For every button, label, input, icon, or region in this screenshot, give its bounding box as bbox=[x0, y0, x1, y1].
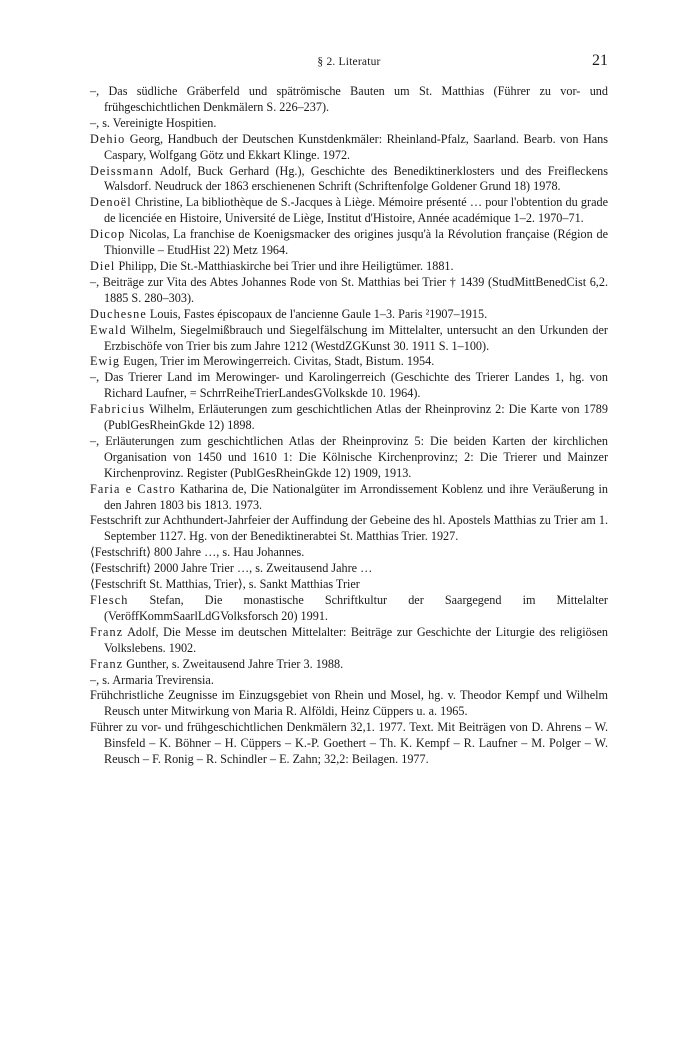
entry-text: Philipp, Die St.-Matthiaskirche bei Trier und ihre Heiligtümer. 1881. bbox=[115, 258, 454, 273]
entry-text: Adolf, Die Messe im deutschen Mittelalter: Beiträge zur Geschichte der Liturgie des religiösen Volkslebens. 1902. bbox=[104, 624, 608, 655]
bibliography-entry bbox=[90, 482, 608, 514]
bibliography-entry bbox=[90, 116, 608, 132]
bibliography-entry bbox=[90, 593, 608, 625]
entry-text: ⟨Festschrift⟩ 2000 Jahre Trier …, s. Zweitausend Jahre … bbox=[90, 561, 373, 576]
author-name: Diel bbox=[90, 258, 116, 273]
entry-text: –, Das südliche Gräberfeld und spätrömische Bauten um St. Matthias (Führer zu vor- und frühgeschichtlichen Denkmälern S. 226–237). bbox=[90, 84, 608, 114]
bibliography-entry bbox=[90, 513, 608, 545]
author-name: Fabricius bbox=[90, 402, 146, 417]
entry-text: Wilhelm, Siegelmißbrauch und Siegelfälschung im Mittelalter, untersucht an den Urkunden der Erzbischöfe von Trier bis zum Jahre 1212 (WestdZGKunst 30. 1911 S. 1–100). bbox=[104, 322, 608, 353]
entry-text: Louis, Fastes épiscopaux de l'ancienne Gaule 1–3. Paris ²1907–1915. bbox=[146, 306, 488, 321]
entry-text: Festschrift zur Achthundert-Jahrfeier der Auffindung der Gebeine des hl. Apostels Matthias zu Trier am 1. September 1127. Hg. von der Benediktinerabtei St. Matthias Trier. 1927. bbox=[90, 513, 608, 544]
author-name: Denoël bbox=[90, 195, 132, 210]
author-name: Flesch bbox=[90, 593, 129, 607]
bibliography-entry bbox=[90, 434, 608, 482]
section-title: § 2. Literatur bbox=[317, 56, 381, 68]
bibliography-entry bbox=[90, 577, 608, 593]
bibliography-entry bbox=[90, 164, 608, 196]
bibliography-entry bbox=[90, 132, 608, 164]
bibliography-entry bbox=[90, 688, 608, 720]
author-name: Deissmann bbox=[90, 163, 155, 178]
entry-text: –, s. Vereinigte Hospitien. bbox=[90, 115, 217, 130]
bibliography-entry bbox=[90, 673, 608, 689]
bibliography-entry bbox=[90, 561, 608, 577]
bibliography-entry bbox=[90, 307, 608, 323]
bibliography-entry bbox=[90, 370, 608, 402]
author-name: Dicop bbox=[90, 227, 126, 242]
author-name: Dehio bbox=[90, 131, 126, 146]
author-name: Franz bbox=[90, 656, 124, 671]
entry-text: Georg, Handbuch der Deutschen Kunstdenkmäler: Rheinland-Pfalz, Saarland. Bearb. von Hans Caspary, Wolfgang Götz und Ekkart Klinge. 1972. bbox=[104, 131, 608, 162]
entry-text: Adolf, Buck Gerhard (Hg.), Geschichte des Benediktinerklosters und des Freifleckens Walsdorf. Neudruck der 1863 erschienenen Schrift (Schriftenfolge Goldener Grund 18) 1978. bbox=[104, 163, 608, 194]
author-name: Duchesne bbox=[90, 306, 147, 321]
entry-text: Katharina de, Die Nationalgüter im Arrondissement Koblenz und ihre Veräußerung in den Jahren 1803 bis 1813. 1973. bbox=[104, 481, 609, 512]
bibliography-entry bbox=[90, 625, 608, 657]
bibliography-entry bbox=[90, 402, 608, 434]
author-name: Ewig bbox=[90, 354, 121, 369]
entry-text: Frühchristliche Zeugnisse im Einzugsgebiet von Rhein und Mosel, hg. v. Theodor Kempf und Wilhelm Reusch unter Mitwirkung von Maria R. Alföldi, Heinz Cüppers u. a. 1965. bbox=[90, 688, 608, 719]
entry-text: Stefan, Die monastische Schriftkultur der Saargegend im Mittelalter (VeröffKommSaarlLdGVolksforsch 20) 1991. bbox=[104, 593, 608, 623]
entry-text: Nicolas, La franchise de Koenigsmacker des origines jusqu'à la Révolution française (Région de Thionville – EtudHist 22) Metz 1964. bbox=[104, 227, 608, 258]
bibliography-entry bbox=[90, 354, 608, 370]
entry-text: –, s. Armaria Trevirensia. bbox=[90, 672, 214, 687]
author-name: Faria e Castro bbox=[90, 481, 176, 496]
bibliography-list bbox=[90, 84, 608, 768]
bibliography-entry bbox=[90, 657, 608, 673]
entry-text: –, Das Trierer Land im Merowinger- und Karolingerreich (Geschichte des Trierer Landes 1, hg. von Richard Laufner, = SchrrReiheTrierLandesGVolkskde 10. 1964). bbox=[90, 370, 608, 401]
entry-text: Eugen, Trier im Merowingerreich. Civitas, Stadt, Bistum. 1954. bbox=[120, 354, 435, 369]
entry-text: Gunther, s. Zweitausend Jahre Trier 3. 1988. bbox=[123, 656, 344, 671]
author-name: Ewald bbox=[90, 322, 127, 337]
entry-text: ⟨Festschrift St. Matthias, Trier⟩, s. Sankt Matthias Trier bbox=[90, 577, 360, 592]
bibliography-entry bbox=[90, 227, 608, 259]
bibliography-entry bbox=[90, 720, 608, 768]
entry-text: Christine, La bibliothèque de S.-Jacques à Liège. Mémoire présenté … pour l'obtention du grade de licenciée en Histoire, Université de Liège, Institut d'Histoire, Année académique 1–2. 1970–71. bbox=[104, 195, 608, 226]
entry-text: –, Beiträge zur Vita des Abtes Johannes Rode von St. Matthias bei Trier † 1439 (StudMittBenedCist 6,2. 1885 S. 280–303). bbox=[90, 274, 608, 305]
bibliography-entry bbox=[90, 545, 608, 561]
bibliography-entry bbox=[90, 275, 608, 307]
bibliography-entry bbox=[90, 259, 608, 275]
entry-text: Führer zu vor- und frühgeschichtlichen Denkmälern 32,1. 1977. Text. Mit Beiträgen von D. Ahrens – W. Binsfeld – K. Böhner – H. Cüppers – K.-P. Goethert – Th. K. Kempf – R. Laufner – M. Polger – W. Reusch – F. Ronig – R. Schindler – E. Zahn; 32,2: Beilagen. 1977. bbox=[90, 720, 608, 767]
entry-text: ⟨Festschrift⟩ 800 Jahre …, s. Hau Johannes. bbox=[90, 545, 305, 560]
page-number: 21 bbox=[592, 52, 608, 69]
bibliography-entry bbox=[90, 323, 608, 355]
running-head bbox=[90, 52, 608, 74]
bibliography-entry bbox=[90, 195, 608, 227]
bibliography-entry bbox=[90, 84, 608, 116]
entry-text: Wilhelm, Erläuterungen zum geschichtlichen Atlas der Rheinprovinz 2: Die Karte von 1789 (PublGesRheinGkde 12) 1898. bbox=[104, 402, 608, 433]
author-name: Franz bbox=[90, 624, 124, 639]
entry-text: –, Erläuterungen zum geschichtlichen Atlas der Rheinprovinz 5: Die beiden Karten der kirchlichen Organisation von 1450 und 1610 1: Die Kölnische Kirchenprovinz; 2: Die Trierer und Mainzer Kirchenprovinz. Register (PublGesRheinGkde 12) 1909, 1913. bbox=[90, 433, 608, 480]
